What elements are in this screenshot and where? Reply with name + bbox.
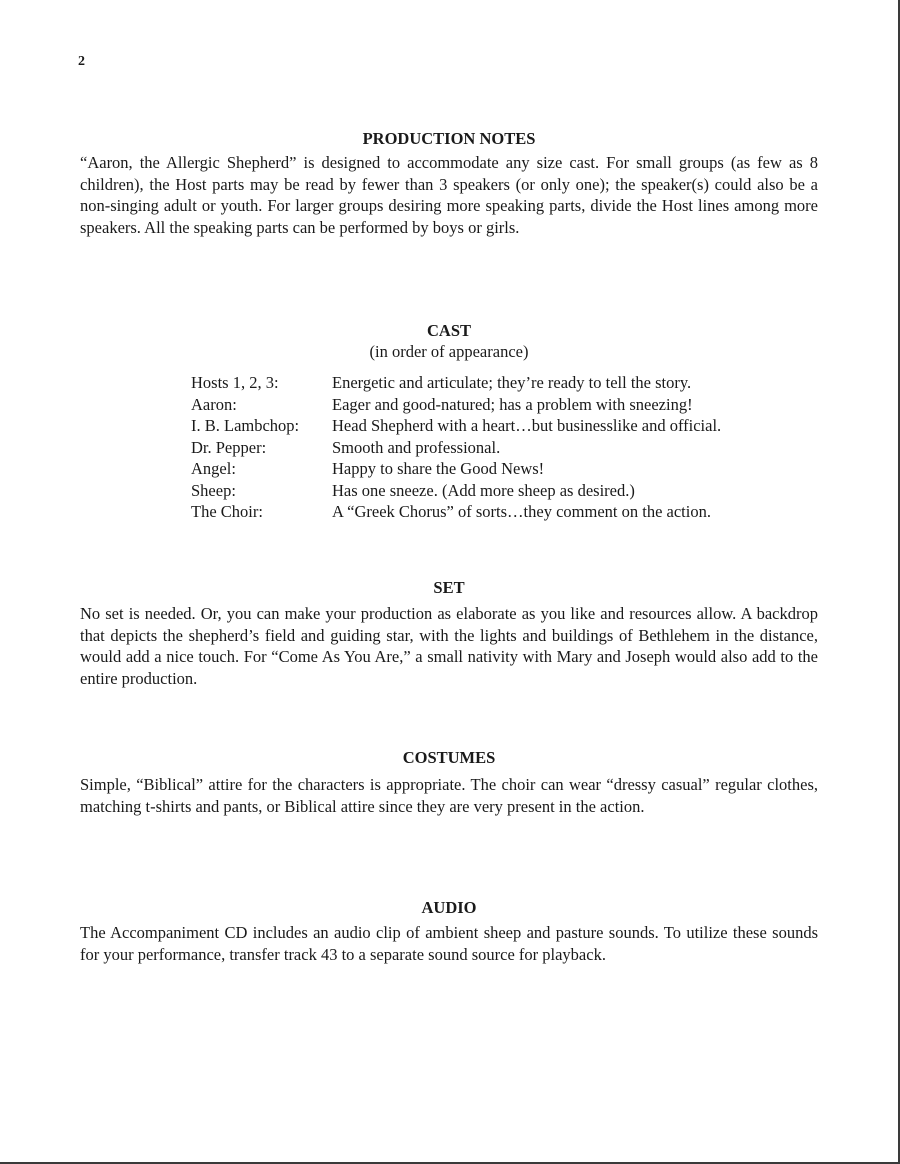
cast-row [191, 437, 721, 459]
cast-role: Dr. Pepper: [191, 437, 267, 457]
cast-role: Aaron: [191, 394, 237, 414]
production-notes-heading: PRODUCTION NOTES [362, 129, 536, 148]
cast-description: Smooth and professional. [332, 437, 501, 457]
cast-row [191, 501, 721, 523]
cast-description: Happy to share the Good News! [332, 459, 545, 478]
cast-description: Has one sneeze. (Add more sheep as desired.) [332, 480, 635, 500]
set-section [80, 577, 818, 689]
cast-role: Angel: [191, 459, 236, 478]
cast-role: The Choir: [191, 502, 263, 521]
cast-description: Head Shepherd with a heart…but businesslike and official. [332, 416, 722, 435]
cast-role: I. B. Lambchop: [191, 416, 300, 435]
cast-subheading: (in order of appearance) [369, 342, 529, 361]
cast-list [191, 372, 721, 523]
cast-row [191, 394, 721, 416]
cast-row [191, 372, 721, 394]
cast-row [191, 458, 721, 480]
audio-text: The Accompaniment CD includes an audio clip of ambient sheep and pasture sounds. To utilize these sounds for your performance, transfer track 43 to a separate sound source for playback. [80, 923, 818, 964]
cast-role: Hosts 1, 2, 3: [191, 373, 279, 392]
cast-description: A “Greek Chorus” of sorts…they comment on the action. [332, 502, 711, 521]
set-heading: SET [433, 578, 465, 597]
costumes-section [80, 747, 818, 817]
page-number: 2 [78, 54, 85, 69]
costumes-heading: COSTUMES [402, 748, 496, 767]
audio-heading: AUDIO [421, 898, 477, 917]
production-notes-text: “Aaron, the Allergic Shepherd” is designed to accommodate any size cast. For small groups (as few as 8 children), the Host parts may be read by fewer than 3 speakers (or only one); the speaker(s) could also be a non-singing adult or youth. For larger groups desiring more speaking parts, divide the Host lines among more speakers. All the speaking parts can be performed by boys or girls. [80, 153, 818, 237]
cast-row [191, 415, 721, 437]
set-text: No set is needed. Or, you can make your production as elaborate as you like and resources allow. A backdrop that depicts the shepherd’s field and guiding star, with the lights and buildings of Bethlehem in the distance, would add a nice touch. For “Come As You Are,” a small nativity with Mary and Joseph would also add to the entire production. [80, 604, 818, 688]
cast-heading: CAST [426, 321, 471, 340]
cast-role: Sheep: [191, 480, 236, 500]
production-notes-section [80, 128, 818, 238]
audio-section [80, 897, 818, 965]
cast-row [191, 480, 721, 502]
cast-description: Energetic and articulate; they’re ready to tell the story. [332, 373, 692, 392]
cast-description: Eager and good-natured; has a problem with sneezing! [332, 394, 693, 414]
cast-section [80, 320, 818, 521]
costumes-text: Simple, “Biblical” attire for the characters is appropriate. The choir can wear “dressy casual” regular clothes, matching t-shirts and pants, or Biblical attire since they are very present in the action. [80, 775, 818, 816]
